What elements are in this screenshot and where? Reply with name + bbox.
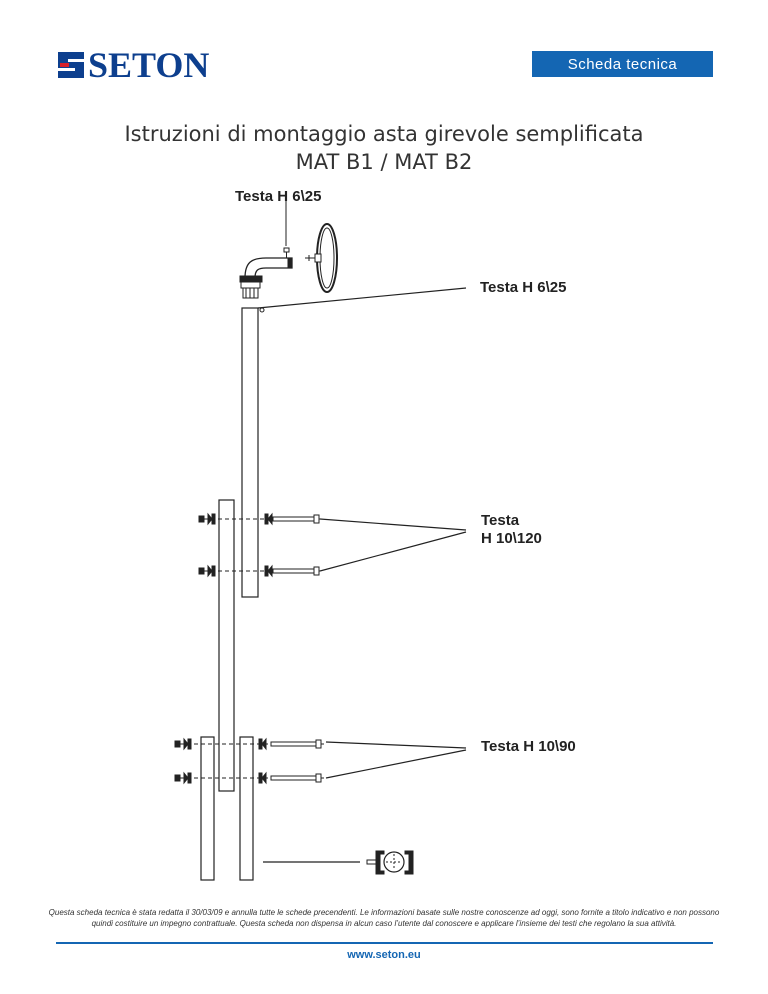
base-plate-right <box>240 737 253 880</box>
middle-pole <box>219 500 234 791</box>
elbow-arm-part <box>240 258 292 298</box>
footer-divider <box>56 942 713 944</box>
disclaimer-text: Questa scheda tecnica è stata redatta il 30/03/09 e annulla tutte le schede precendenti. Le informazioni basate sulle nostre conoscenze ad oggi, sono fornite a titolo indicativo e non possono quindi costituire un impegno contrattuale. Questa scheda non dispensa in alcun caso l’utente dal conoscere e applicare l’insieme dei testi che regolano la sua attività. <box>48 908 720 928</box>
title-line-1: Istruzioni di montaggio asta girevole semplificata <box>124 122 644 146</box>
label-bolt-120-line-1: Testa <box>481 512 520 529</box>
bolt-120-upper <box>199 514 320 524</box>
label-bolt-120-line-2: H 10\120 <box>481 530 542 547</box>
label-bolt-90: Testa H 10\90 <box>481 738 576 755</box>
label-bolt-120 <box>481 512 542 548</box>
label-top-screw: Testa H 6\25 <box>235 188 322 205</box>
document-type-badge: Scheda tecnica <box>532 51 713 77</box>
bolt-120-lower <box>199 566 320 576</box>
website-link[interactable]: www.seton.eu <box>347 949 421 961</box>
label-side-screw: Testa H 6\25 <box>480 279 567 296</box>
mirror-part <box>305 224 337 292</box>
clamp-detail <box>367 851 413 874</box>
title-line-2: MAT B1 / MAT B2 <box>295 150 473 174</box>
top-screw-part <box>284 199 289 262</box>
base-plate-left <box>201 737 214 880</box>
upper-pole <box>242 308 258 597</box>
brand-name: SETON <box>88 45 210 85</box>
